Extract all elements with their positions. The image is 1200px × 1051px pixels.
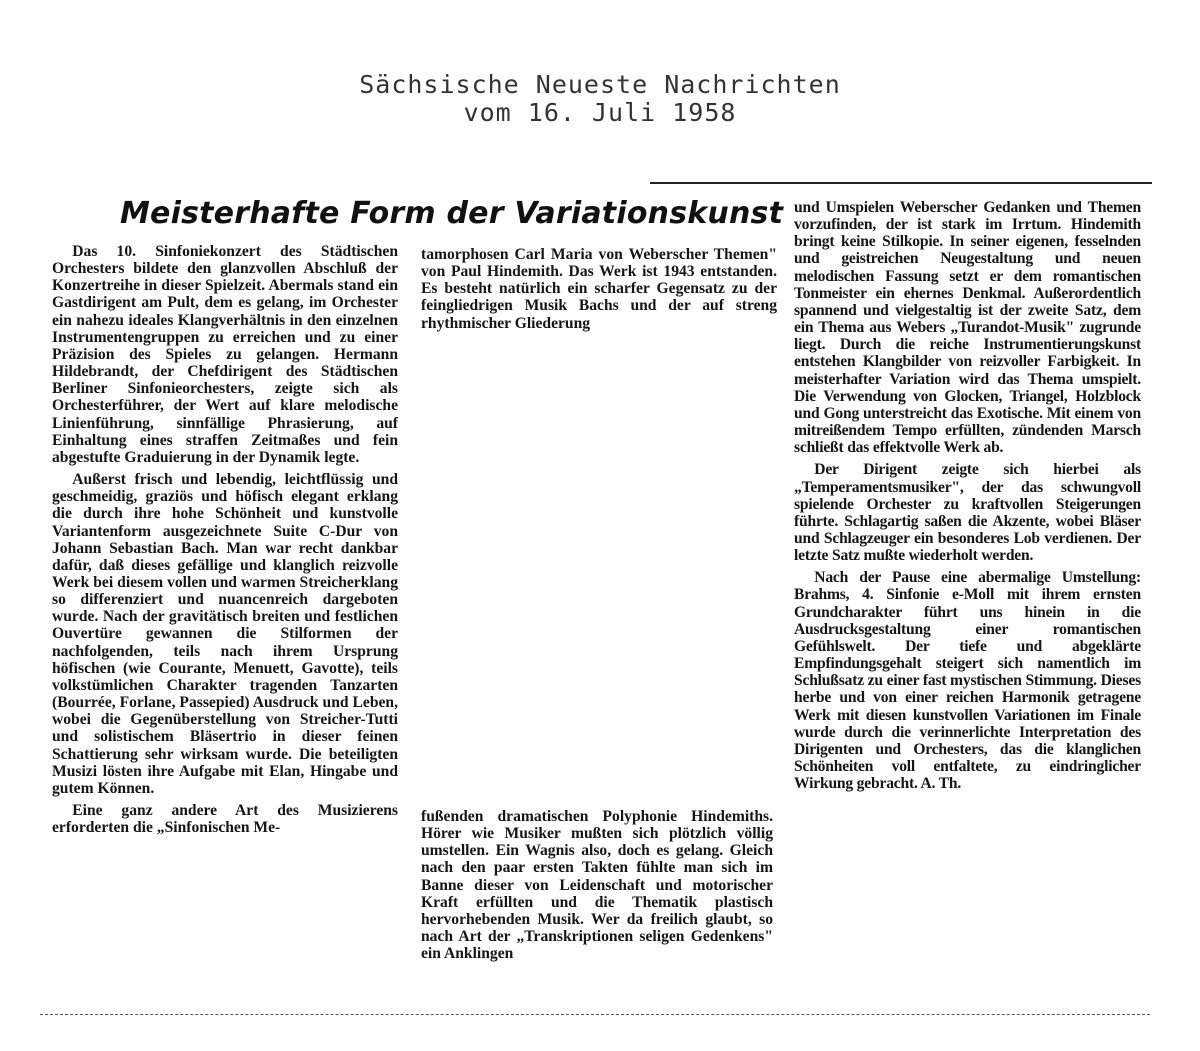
top-divider bbox=[650, 182, 1152, 184]
article-column-3 bbox=[794, 199, 1141, 792]
source-date: vom 16. Juli 1958 bbox=[463, 98, 737, 127]
paragraph: Eine ganz andere Art des Musizierens erforderten die „Sinfonischen Me- bbox=[52, 802, 398, 837]
paragraph: Außerst frisch und lebendig, leichtflüssig und geschmeidig, graziös und höfisch elegant erklang die durch ihre hohe Schönheit und kunstvolle Variantenform ausgezeichnete Suite C-Dur von Johann Sebastian Bach. Man war recht dankbar dafür, daß dieses gefällige und klanglich reizvolle Werk bei diesem vollen und warmen Streicherklang so differenziert und nuancenreich dargeboten wurde. Nach der gravitätisch breiten und festlichen Ouvertüre gewannen die Stilformen der nachfolgenden, teils nach ihrem Ursprung höfischen (wie Courante, Menuett, Gavotte), teils volkstümlichen Charakter tragenden Tanzarten (Bourrée, Forlane, Passepied) Ausdruck und Leben, wobei die Gegenüberstellung von Streicher-Tutti und solistischem Bläsertrio in dieser feinen Schattierung sehr wirksam wurde. Die beteiligten Musizi lösten ihre Aufgabe mit Elan, Hingabe und gutem Können. bbox=[52, 471, 398, 797]
paragraph: Das 10. Sinfoniekonzert des Städtischen Orchesters bildete den glanzvollen Abschluß der Konzertreihe in dieser Spielzeit. Abermals stand ein Gastdirigent am Pult, dem es gelang, im Orchester ein nahezu ideales Klangverhältnis in den einzelnen Instrumentengruppen zu erreichen und zu einer Präzision des Spieles zu gelangen. Hermann Hildebrandt, der Chefdirigent des Städtischen Berliner Sinfonieorchesters, zeigte sich als Orchesterführer, der Wert auf klare melodische Linienführung, sinnfällige Phrasierung, auf Einhaltung eines straffen Zeitmaßes und fein abgestufte Graduierung in der Dynamik legte. bbox=[52, 243, 398, 466]
source-newspaper-name: Sächsische Neueste Nachrichten bbox=[359, 70, 841, 99]
paragraph: Nach der Pause eine abermalige Umstellung: Brahms, 4. Sinfonie e-Moll mit ihrem ernsten Grundcharakter führt uns hinein in die Ausdrucksgestaltung einer romantischen Gefühlswelt. Der tiefe und abgeklärte Empfindungsgehalt steigert sich namentlich im Schlußsatz zu einer fast mystischen Stimmung. Dieses herbe und von einer reichen Harmonik getragene Werk mit diesen kunstvollen Variationen im Finale wurde durch die verinnerlichte Interpretation des Dirigenten und Orchesters, das die klanglichen Schönheiten voll entfaltete, zu eindringlicher Wirkung gebracht. A. Th. bbox=[794, 569, 1141, 793]
article-column-2-bottom bbox=[421, 808, 773, 962]
article-column-1 bbox=[52, 243, 398, 836]
bottom-divider bbox=[40, 1014, 1150, 1015]
article-headline: Meisterhafte Form der Variationskunst bbox=[120, 196, 784, 231]
paragraph: fußenden dramatischen Polyphonie Hindemiths. Hörer wie Musiker mußten sich plötzlich völlig umstellen. Ein Wagnis also, doch es gelang. Gleich nach den paar ersten Takten fühlte man sich im Banne dieser von Leidenschaft und motorischer Kraft erfüllten und die Thematik plastisch hervorhebenden Musik. Wer da freilich glaubt, so nach Art der „Transkriptionen seligen Gedenkens" ein Anklingen bbox=[421, 808, 773, 963]
paragraph: tamorphosen Carl Maria von Weberscher Themen" von Paul Hindemith. Das Werk ist 1943 entstanden. Es besteht natürlich ein scharfer Gegensatz zu der feingliedrigen Musik Bachs und der auf streng rhythmischer Gliederung bbox=[421, 246, 777, 332]
paragraph: Der Dirigent zeigte sich hierbei als „Temperamentsmusiker", der das schwungvoll spielende Orchester zu kraftvollen Steigerungen führte. Schlagartig saßen die Akzente, wobei Bläser und Schlagzeuger ein besonderes Lob verdienen. Der letzte Satz mußte wiederholt werden. bbox=[794, 461, 1141, 565]
article-column-2-top bbox=[421, 246, 777, 332]
paragraph: und Umspielen Weberscher Gedanken und Themen vorzufinden, der ist stark im Irrtum. Hindemith bringt keine Stilkopie. In seiner eigenen, fesselnden und geistreichen Neugestaltung und neuen melodischen Fassung setzt er dem romantischen Tonmeister ein ehernes Denkmal. Außerordentlich spannend und vielgestaltig ist der zweite Satz, dem ein Thema aus Webers „Turandot-Musik" zugrunde liegt. Durch die reiche Instrumentierungskunst entstehen Klangbilder von reizvoller Farbigkeit. In meisterhafter Variation wird das Thema umspielt. Die Verwendung von Glocken, Triangel, Holzblock und Gong unterstreicht das Exotische. Mit einem von mitreißendem Tempo erfüllten, zündenden Marsch schließt das effektvolle Werk ab. bbox=[794, 199, 1141, 457]
